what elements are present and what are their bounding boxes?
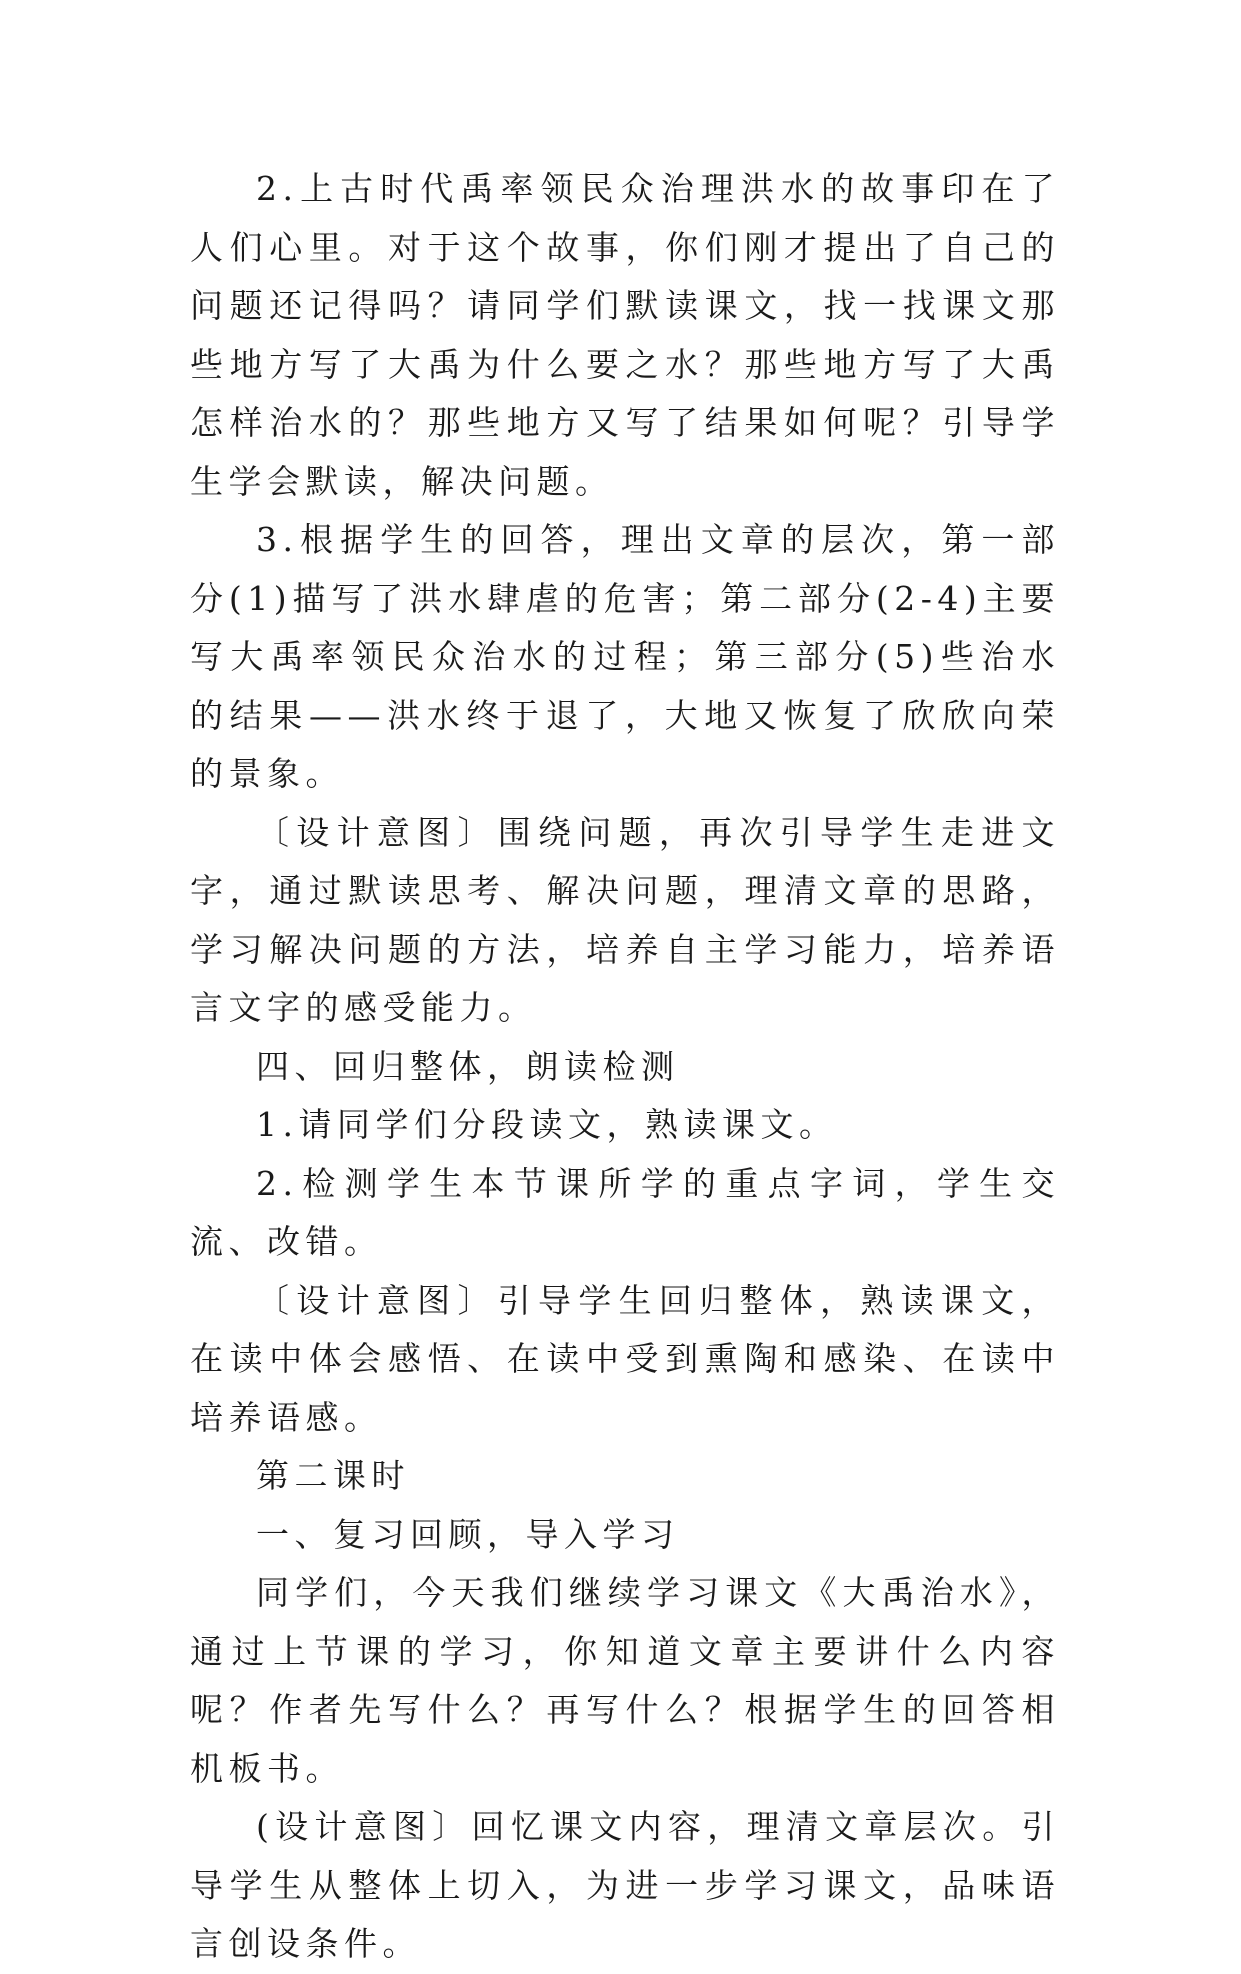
paragraph-step-2b: 2.检测学生本节课所学的重点字词，学生交流、改错。 — [190, 1163, 1060, 1261]
section-heading-4: 四、回归整体，朗读检测 — [256, 1046, 680, 1086]
document-body — [190, 160, 1060, 1974]
section-heading-1: 一、复习回顾，导入学习 — [256, 1514, 680, 1554]
lesson-heading: 第二课时 — [256, 1456, 410, 1495]
paragraph-design-intent: 〔设计意图〕围绕问题，再次引导学生走进文字，通过默读思考、解决问题，理清文章的思路，学习解决问题的方法，培养自主学习能力，培养语言文字的感受能力。 — [190, 812, 1060, 1027]
paragraph-intro: 同学们，今天我们继续学习课文《大禹治水》，通过上节课的学习，你知道文章主要讲什么内容呢？作者先写什么？再写什么？根据学生的回答相机板书。 — [190, 1573, 1060, 1788]
paragraph-step-1: 1.请同学们分段读文，熟读课文。 — [256, 1105, 838, 1144]
paragraph-design-intent-2: 〔设计意图〕引导学生回归整体，熟读课文，在读中体会感悟、在读中受到熏陶和感染、在读中培养语感。 — [190, 1280, 1060, 1437]
paragraph-step-2: 2.上古时代禹率领民众治理洪水的故事印在了人们心里。对于这个故事，你们刚才提出了自己的问题还记得吗？请同学们默读课文，找一找课文那些地方写了大禹为什么要之水？那些地方写了大禹怎样治水的？那些地方又写了结果如何呢？引导学生学会默读，解决问题。 — [190, 169, 1060, 501]
paragraph-step-3: 3.根据学生的回答，理出文章的层次，第一部分(1)描写了洪水肆虐的危害；第二部分(2-4)主要写大禹率领民众治水的过程；第三部分(5)些治水的结果——洪水终于退了，大地又恢复了欣欣向荣的景象。 — [190, 520, 1060, 793]
paragraph-design-intent-3: (设计意图〕回忆课文内容，理清文章层次。引导学生从整体上切入，为进一步学习课文，品味语言创设条件。 — [190, 1807, 1060, 1963]
